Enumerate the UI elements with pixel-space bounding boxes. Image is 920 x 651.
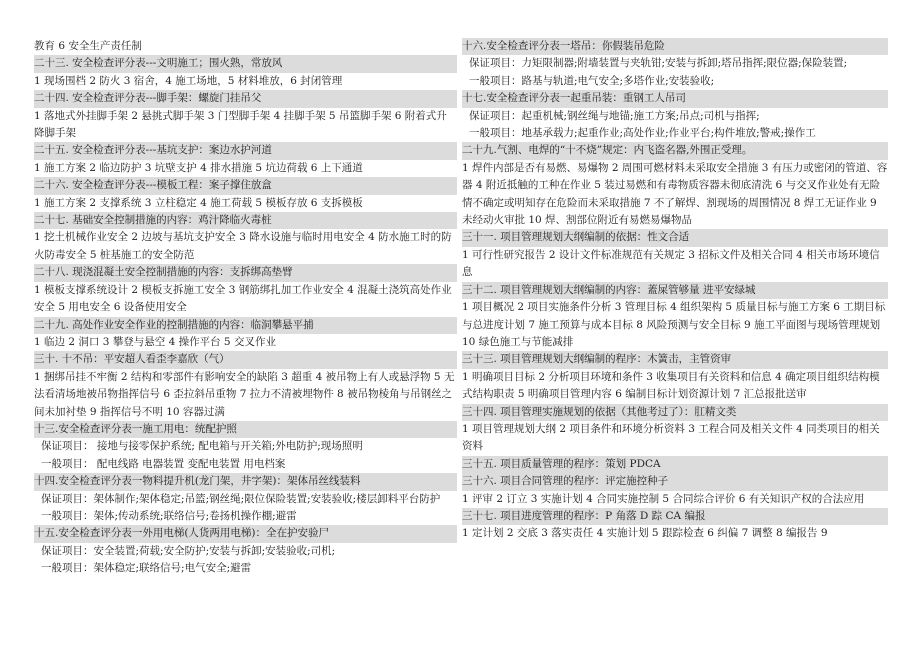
section-text: 1 项目管理规划大纲 2 项目条件和环境分析资料 3 工程合同及相关文件 4 同类项目的相关资料 [462,422,880,453]
section-heading: 三十四. 项目管理实施规划的依据（其他考过了）：肛精文类 [462,404,888,421]
section-heading: 三十二. 项目管理规划大纲编制的内容：蓋屎管够量 进平安绿城 [462,282,888,299]
section-text: 一般项目：架体;传动系统;联络信号;卷扬机操作棚;避雷 [41,509,297,522]
section-heading: 二十四. 安全检查评分表---脚手架：螺旋门挂吊父 [34,90,457,107]
section-heading: 三十七. 项目进度管理的程序：P 角落 D 踪 CA 编报 [462,508,888,525]
section-text: 1 现场围档 2 防火 3 宿舍，4 施工场地，5 材料堆放，6 封闭管理 [34,74,343,87]
section-text: 一般项目：架体稳定;联络信号;电气安全;避雷 [41,562,252,575]
section-heading: 二十六. 安全检查评分表---模板工程：案子撑住放盒 [34,177,457,194]
section-text: 1 可行性研究报告 2 设计文件标准规范有关规定 3 招标文件及相关合同 4 相关市场环境信息 [462,248,880,279]
section-text: 1 落地式外挂脚手架 2 悬挑式脚手架 3 门型脚手架 4 挂脚手架 5 吊篮脚手架 6 附着式升降脚手架 [34,109,447,140]
section-text: 1 评审 2 订立 3 实施计划 4 合同实施控制 5 合同综合评价 6 有关知识产权的合法应用 [462,492,865,505]
section-heading: 三十一. 项目管理规划大纲编制的依据：性文合适 [462,229,888,246]
section-text: 保证项目：架体制作;架体稳定;吊篮;钢丝绳;限位保险装置;安装验收;楼层卸料平台防护 [41,492,441,505]
section-text: 一般项目：地基承载力;起重作业;高处作业;作业平台;构件堆放;警戒;操作工 [469,127,816,140]
section-heading: 十七.安全检查评分表一起重吊装：重钢工人吊司 [462,90,888,107]
section-heading: 十五.安全检查评分表一外用电梯(人货两用电梯)：全在护安验尸 [34,525,457,542]
section-heading: 三十. 十不吊：平安超人看歪李嘉欣（气） [34,351,457,368]
section-heading: 二十五. 安全检查评分表---基坑支护：案边水护河道 [34,142,457,159]
section-heading: 二十九.气割、电焊的“十不烧”规定：内飞盗名器,外围正受理。 [462,142,888,159]
section-text: 1 明确项目目标 2 分析项目环境和条件 3 收集项目有关资料和信息 4 确定项目组织结构模式结构职责 5 明确项目管理内容 6 编制目标计划资源计划 7 汇总报批送审 [462,370,880,401]
section-text: 1 临边 2 洞口 3 攀登与悬空 4 操作平台 5 交叉作业 [34,335,276,348]
section-text: 保证项目：安全装置;荷载;安全防护;安装与拆卸;安装验收;司机; [41,544,336,557]
section-text: 1 定计划 2 交底 3 落实责任 4 实施计划 5 跟踪检查 6 纠偏 7 调整 8 编报告 9 [462,527,828,540]
section-text: 1 施工方案 2 临边防护 3 坑壁支护 4 排水措施 5 坑边荷载 6 上下通道 [34,161,363,174]
section-heading: 二十三. 安全检查评分表---文明施工；围火熟，常放风 [34,55,457,72]
section-text: 1 焊件内部是否有易燃、易爆物 2 周围可燃材料未采取安全措施 3 有压力或密闭的管道、容器 4 附近抵触的工种在作业 5 装过易燃和有毒物质容器未彻底清洗 6 与交叉作业处有无险情不确定或明知存在危险而未采取措施 7 不了解焊、割现场的周围情况 8 焊工无证作业 9 未经动火审批 10 焊、割部位附近有易燃易爆物品 [462,161,888,227]
section-heading: 三十三. 项目管理规划大纲编制的程序：木簧击，主管资审 [462,351,888,368]
section-heading: 十三.安全检查评分表一施工用电：统配护照 [34,421,457,438]
section-text: 1 模板支撑系统设计 2 模板支拆施工安全 3 钢筋绑扎加工作业安全 4 混凝土浇筑高处作业安全 5 用电安全 6 设备使用安全 [34,283,452,314]
section-heading: 三十五. 项目质量管理的程序：策划 PDCA [462,456,888,473]
section-heading: 十六.安全检查评分表一塔吊：你假装吊危险 [462,38,888,55]
section-text: 1 项目概况 2 项目实施条件分析 3 管理目标 4 组织架构 5 质量目标与施工方案 6 工期目标与总进度计划 7 施工预算与成本目标 8 风险预测与安全目标 9 施工平面图与现场管理规划 10 绿色施工与节能减排 [462,301,886,348]
section-heading: 二十八. 现浇混凝土安全控制措施的内容：支拆绑高垫臂 [34,264,457,281]
section-heading: 三十六. 项目合同管理的程序：评定施控种子 [462,473,888,490]
section-text: 一般项目： 配电线路 电器装置 变配电装置 用电档案 [41,457,286,470]
section-heading: 二十九. 高处作业安全作业的控制措施的内容：临洞攀悬平捕 [34,317,457,334]
section-text: 1 捆绑吊挂不牢衡 2 结构和零部件有影响安全的缺陷 3 超重 4 被吊物上有人或悬浮物 5 无法看清场地被吊物指挥信号 6 歪拉斜吊重物 7 拉力不清被埋物件 8 被吊物棱角与吊钢丝之间未加衬垫 9 指挥信号不明 10 容器过满 [34,370,455,418]
left-column [34,38,457,578]
section-text: 保证项目：起重机械;钢丝绳与地锚;施工方案;吊点;司机与指挥; [469,109,760,122]
section-text: 1 挖土机械作业安全 2 边坡与基坑支护安全 3 降水设施与临时用电安全 4 防水施工时的防火防毒安全 5 桩基施工的安全防范 [34,231,452,261]
section-text: 保证项目：力矩限制器;附墙装置与夹轨钳;安装与拆卸;塔吊指挥;限位器;保险装置; [469,57,848,70]
section-text: 保证项目： 接地与接零保护系统; 配电箱与开关箱;外电防护;现场照明 [41,440,363,453]
section-text: 1 施工方案 2 支撑系统 3 立柱稳定 4 施工荷载 5 模板存放 6 支拆模板 [34,196,363,209]
section-heading: 二十七. 基础安全控制措施的内容：鸡汁降临火毒桩 [34,212,457,229]
section-text: 教育 6 安全生产责任制 [34,40,142,52]
section-text: 一般项目：路基与轨道;电气安全;多塔作业;安装验收; [469,74,715,87]
right-column [462,38,888,543]
section-heading: 十四.安全检查评分表一物料提升机(龙门架，井字架)：架体吊丝线装料 [34,473,457,490]
